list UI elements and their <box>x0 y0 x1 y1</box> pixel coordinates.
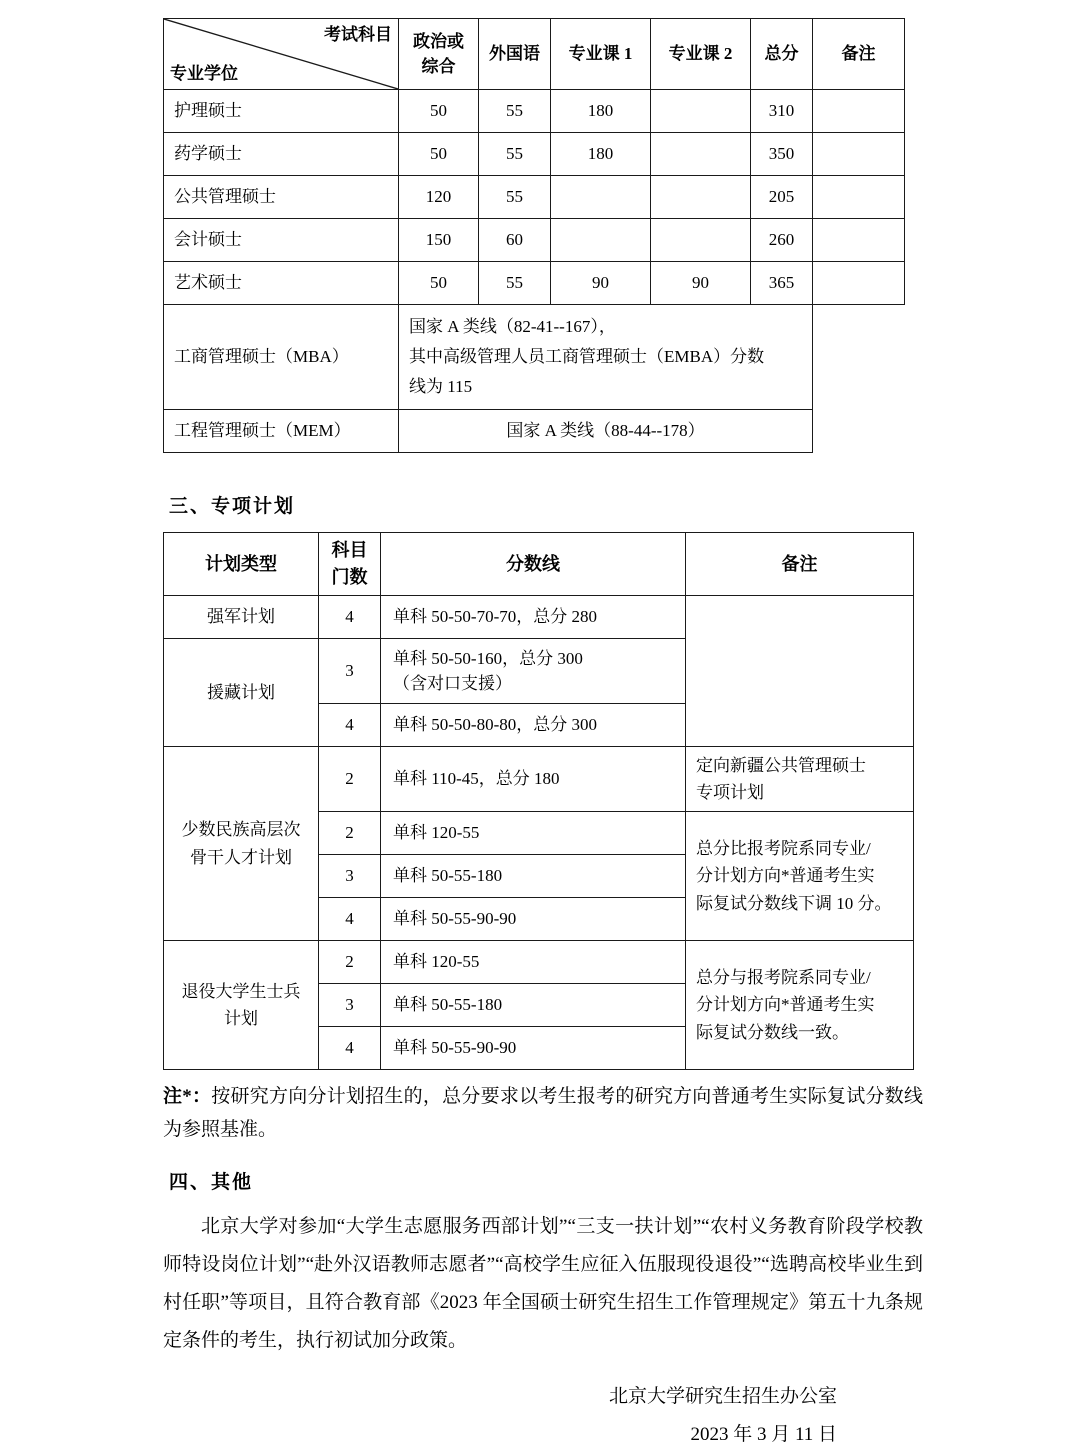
cell-major2 <box>651 176 751 219</box>
cell-major1: 90 <box>551 262 651 305</box>
cell-subject-count: 2 <box>319 812 381 855</box>
cell-score-line: 单科 50-50-70-70，总分 280 <box>381 596 686 639</box>
subject-count-line2: 门数 <box>331 567 368 587</box>
table-row <box>164 747 914 812</box>
cell-subject-count: 4 <box>319 704 381 747</box>
mba-remark-empty <box>813 305 905 410</box>
note-label: 注*： <box>163 1086 212 1107</box>
cell-major1: 180 <box>551 133 651 176</box>
section-heading-other: 四、其他 <box>169 1171 254 1193</box>
remark-minzu-line3: 际复试分数线下调 10 分。 <box>696 893 892 913</box>
cell-politics: 120 <box>399 176 479 219</box>
column-header-subject-count <box>319 533 381 596</box>
table-header-row <box>164 533 914 596</box>
cell-remark <box>813 219 905 262</box>
table-note <box>163 1080 923 1147</box>
mba-line-2: 其中高级管理人员工商管理硕士（EMBA）分数 <box>409 347 765 367</box>
special-plan-score-table <box>163 532 914 1070</box>
cell-foreign: 55 <box>479 133 551 176</box>
table-row-mem <box>164 410 905 453</box>
cell-foreign: 55 <box>479 90 551 133</box>
column-header-remark: 备注 <box>813 19 905 90</box>
cell-total: 205 <box>751 176 813 219</box>
cell-politics: 150 <box>399 219 479 262</box>
cell-foreign: 60 <box>479 219 551 262</box>
signature-organization: 北京大学研究生招生办公室 <box>608 1385 837 1407</box>
cell-major1: 180 <box>551 90 651 133</box>
signature-date: 2023 年 3 月 11 日 <box>690 1423 837 1445</box>
cell-score-line: 单科 110-45，总分 180 <box>381 747 686 812</box>
degree-name: 公共管理硕士 <box>164 176 399 219</box>
degree-name-mba: 工商管理硕士（MBA） <box>164 305 399 410</box>
plan-name-yuanzang: 援藏计划 <box>164 639 319 747</box>
cell-subject-count: 3 <box>319 984 381 1027</box>
table-row <box>164 219 905 262</box>
cell-subject-count: 3 <box>319 855 381 898</box>
score-line-1: 单科 50-50-160，总分 300 <box>393 648 583 668</box>
cell-total: 350 <box>751 133 813 176</box>
corner-label-degree: 专业学位 <box>170 63 238 83</box>
remark-tuiyi-line2: 分计划方向*普通考生实 <box>696 995 875 1015</box>
plan-name-tuiyi-line1: 退役大学生士兵 <box>181 981 301 1001</box>
plan-name-qiangjun: 强军计划 <box>164 596 319 639</box>
cell-major2 <box>651 133 751 176</box>
cell-score-line: 单科 50-55-180 <box>381 855 686 898</box>
cell-remark <box>813 262 905 305</box>
cell-politics: 50 <box>399 90 479 133</box>
corner-diagonal-cell <box>164 19 399 90</box>
plan-name-minzu-line2: 骨干人才计划 <box>190 847 292 867</box>
column-header-major2: 专业课 2 <box>651 19 751 90</box>
cell-major2 <box>651 90 751 133</box>
cell-major2: 90 <box>651 262 751 305</box>
cell-remark <box>813 176 905 219</box>
cell-subject-count: 4 <box>319 1027 381 1070</box>
remark-minzu-line2: 分计划方向*普通考生实 <box>696 866 875 886</box>
table-row-mba <box>164 305 905 410</box>
remark-minzu-line1: 总分比报考院系同专业/ <box>696 839 871 859</box>
table-row <box>164 90 905 133</box>
cell-subject-count: 4 <box>319 596 381 639</box>
document-content <box>163 18 923 1454</box>
cell-subject-count: 3 <box>319 639 381 704</box>
cell-foreign: 55 <box>479 176 551 219</box>
plan-name-tuiyi-line2: 计划 <box>224 1009 258 1028</box>
cell-score-line: 单科 50-55-180 <box>381 984 686 1027</box>
cell-total: 365 <box>751 262 813 305</box>
cell-remark-empty <box>686 596 914 747</box>
plan-name-minzu-line1: 少数民族高层次 <box>181 820 301 840</box>
remark-xinjiang-line1: 定向新疆公共管理硕士 <box>696 755 866 775</box>
degree-name: 药学硕士 <box>164 133 399 176</box>
cell-score-line: 单科 120-55 <box>381 812 686 855</box>
column-header-foreign-language: 外国语 <box>479 19 551 90</box>
cell-score-line: 单科 50-50-80-80，总分 300 <box>381 704 686 747</box>
cell-politics: 50 <box>399 262 479 305</box>
cell-subject-count: 2 <box>319 941 381 984</box>
cell-remark <box>813 90 905 133</box>
cell-score-line: 单科 50-55-90-90 <box>381 898 686 941</box>
cell-score-line: 单科 50-55-90-90 <box>381 1027 686 1070</box>
cell-subject-count: 2 <box>319 747 381 812</box>
cell-subject-count: 4 <box>319 898 381 941</box>
degree-name: 艺术硕士 <box>164 262 399 305</box>
cell-remark-xinjiang <box>686 747 914 812</box>
cell-major2 <box>651 219 751 262</box>
plan-name-tuiyi <box>164 941 319 1070</box>
cell-score-line: 单科 120-55 <box>381 941 686 984</box>
mem-remark-empty <box>813 410 905 453</box>
score-line-2: （含对口支援） <box>393 674 512 693</box>
column-header-score-line: 分数线 <box>381 533 686 596</box>
column-header-remark: 备注 <box>686 533 914 596</box>
table-header-row <box>164 19 905 90</box>
cell-total: 260 <box>751 219 813 262</box>
cell-remark <box>813 133 905 176</box>
degree-name-mem: 工程管理硕士（MEM） <box>164 410 399 453</box>
cell-major1 <box>551 219 651 262</box>
other-paragraph: 北京大学对参加“大学生志愿服务西部计划”“三支一扶计划”“农村义务教育阶段学校教师特设岗位计划”“赴外汉语教师志愿者”“高校学生应征入伍服现役退役”“选聘高校毕业生到村任职”等项目，且符合教育部《2023 年全国硕士研究生招生工作管理规定》第五十九条规定条件的考生，执行初试加分政策。 <box>163 1215 923 1351</box>
remark-xinjiang-line2: 专项计划 <box>696 783 764 802</box>
cell-total: 310 <box>751 90 813 133</box>
column-header-politics: 政治或综合 <box>399 19 479 90</box>
subject-count-line1: 科目 <box>331 540 368 560</box>
mem-score-description: 国家 A 类线（88-44--178） <box>399 410 813 453</box>
column-header-total: 总分 <box>751 19 813 90</box>
mba-line-1: 国家 A 类线（82-41--167）， <box>409 317 616 337</box>
table-row <box>164 941 914 984</box>
remark-tuiyi-line1: 总分与报考院系同专业/ <box>696 968 871 988</box>
mba-line-3: 线为 115 <box>409 376 473 396</box>
table-row <box>164 133 905 176</box>
table-row <box>164 596 914 639</box>
cell-politics: 50 <box>399 133 479 176</box>
note-text: 按研究方向分计划招生的，总分要求以考生报考的研究方向普通考生实际复试分数线为参照基准。 <box>163 1086 923 1141</box>
plan-name-minzu <box>164 747 319 941</box>
professional-degree-score-table <box>163 18 905 453</box>
degree-name: 会计硕士 <box>164 219 399 262</box>
degree-name: 护理硕士 <box>164 90 399 133</box>
table-row <box>164 262 905 305</box>
mba-score-description <box>399 305 813 410</box>
cell-score-line <box>381 639 686 704</box>
cell-major1 <box>551 176 651 219</box>
cell-remark-minzu <box>686 812 914 941</box>
corner-label-subject: 考试科目 <box>324 25 392 44</box>
signature-block <box>163 1378 923 1454</box>
remark-tuiyi-line3: 际复试分数线一致。 <box>696 1022 849 1042</box>
cell-foreign: 55 <box>479 262 551 305</box>
column-header-plan-type: 计划类型 <box>164 533 319 596</box>
column-header-major1: 专业课 1 <box>551 19 651 90</box>
cell-remark-tuiyi <box>686 941 914 1070</box>
table-row <box>164 176 905 219</box>
section-heading-special-plans: 三、专项计划 <box>169 496 296 517</box>
